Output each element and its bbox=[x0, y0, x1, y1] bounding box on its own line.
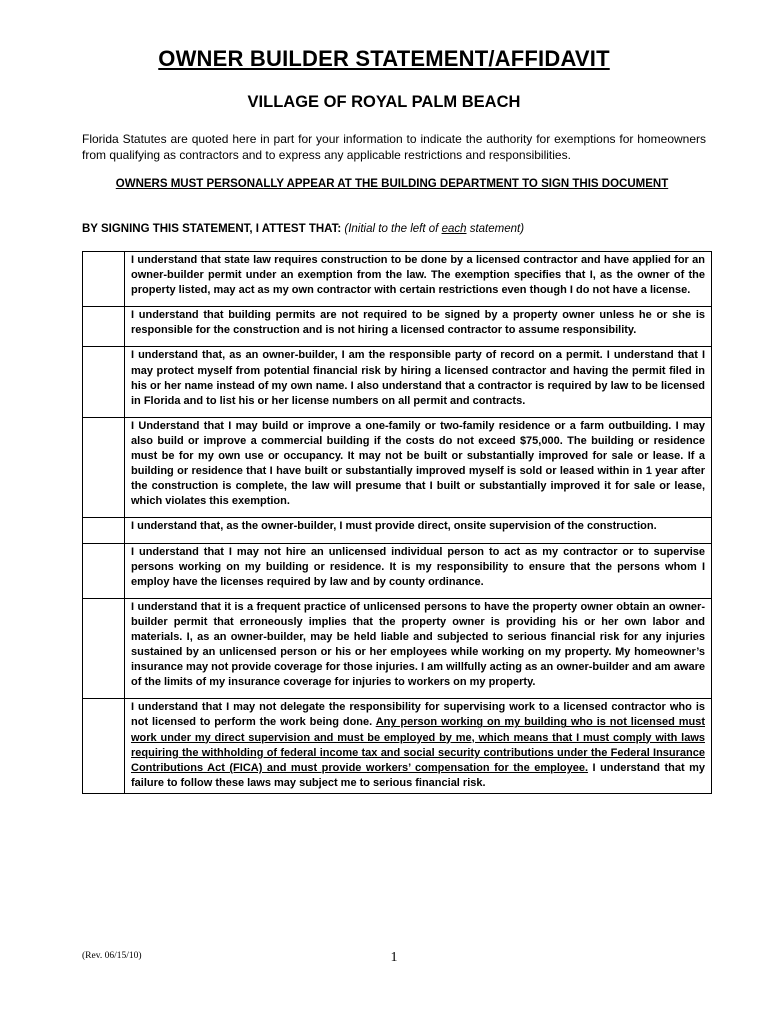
instruction-text-end: statement) bbox=[466, 223, 525, 235]
initial-box[interactable] bbox=[83, 543, 125, 598]
attestation-lead: BY SIGNING THIS STATEMENT, I ATTEST THAT: bbox=[82, 223, 342, 235]
initial-box[interactable] bbox=[83, 347, 125, 417]
statement-text-part: I understand that my failure to follow these laws may subject me to serious financial risk. bbox=[131, 761, 705, 789]
attestation-heading bbox=[82, 222, 712, 236]
initial-box[interactable] bbox=[83, 598, 125, 699]
statement-text bbox=[125, 699, 712, 794]
appearance-notice: OWNERS MUST PERSONALLY APPEAR AT THE BUILDING DEPARTMENT TO SIGN THIS DOCUMENT bbox=[115, 178, 669, 190]
page-number: 1 bbox=[390, 950, 398, 965]
attestation-instruction bbox=[344, 223, 524, 235]
statement-row bbox=[83, 518, 712, 543]
statement-row bbox=[83, 252, 712, 307]
document-subtitle: VILLAGE OF ROYAL PALM BEACH bbox=[247, 93, 521, 111]
statement-row bbox=[83, 699, 712, 794]
initial-box[interactable] bbox=[83, 699, 125, 794]
initial-box[interactable] bbox=[83, 417, 125, 518]
statement-row bbox=[83, 307, 712, 347]
initial-box[interactable] bbox=[83, 307, 125, 347]
statement-row bbox=[83, 417, 712, 518]
statement-text: I understand that state law requires construction to be done by a licensed contractor and have applied for an owner-builder permit under an exemption from the law. The exemption specifies that I, as the owner of the property listed, may act as my own contractor with certain restrictions even though I do not have a license. bbox=[125, 252, 712, 307]
statement-row bbox=[83, 598, 712, 699]
statement-row bbox=[83, 543, 712, 598]
revision-date: (Rev. 06/15/10) bbox=[82, 951, 142, 961]
statement-underlined-text: Any person working on my building who is not licensed must work under my direct supervision and must be employed by me, which means that I must comply with laws requiring the withholding of federal income tax and social security contributions under the Federal Insurance Contributions Act (FICA) and must provide workers’ compensation for the employee. bbox=[131, 716, 705, 774]
statement-text: I Understand that I may build or improve a one-family or two-family residence or a farm outbuilding. I may also build or improve a commercial building if the costs do not exceed $75,000. The building or residence must be for my own use or occupancy. It may not be built or substantially improved for sale or lease. If a building or residence that I have built or substantially improved myself is sold or leased within in 1 year after the construction is complete, the law will presume that I built or substantially improved it for sale or lease, which violates this exemption. bbox=[125, 417, 712, 518]
statement-text: I understand that it is a frequent practice of unlicensed persons to have the property owner obtain an owner-builder permit that erroneously implies that the property owner is providing his or her own labor and materials. I, as an owner-builder, may be held liable and subjected to serious financial risk for any injuries sustained by an unlicensed person or his or her employees while working on my property. My homeowner’s insurance may not provide coverage for those injuries. I am willfully acting as an owner-builder and am aware of the limits of my insurance coverage for injuries to workers on my property. bbox=[125, 598, 712, 699]
statement-text-part: I understand that I may not delegate the responsibility for supervising work to a licensed contractor who is not licensed to perform the work being done. bbox=[131, 701, 705, 729]
statement-row bbox=[83, 347, 712, 417]
statement-text: I understand that I may not hire an unlicensed individual person to act as my contractor or to supervise persons working on my building or residence. It is my responsibility to ensure that the persons whom I employ have the licenses required by law and by county ordinance. bbox=[125, 543, 712, 598]
statement-text: I understand that, as an owner-builder, I am the responsible party of record on a permit. I understand that I may protect myself from potential financial risk by hiring a licensed contractor and having the permit filed in his or her name instead of my own name. I also understand that a contractor is required by law to be licensed in Florida and to list his or her license numbers on all permit and contracts. bbox=[125, 347, 712, 417]
statement-text: I understand that, as the owner-builder, I must provide direct, onsite supervision of the construction. bbox=[125, 518, 712, 543]
instruction-emphasis: each bbox=[441, 223, 467, 235]
intro-paragraph: Florida Statutes are quoted here in part for your information to indicate the authority for exemptions for homeowners from qualifying as contractors and to express any applicable restrictions and responsibilities. bbox=[82, 132, 706, 162]
initial-box[interactable] bbox=[83, 518, 125, 543]
statement-text: I understand that building permits are not required to be signed by a property owner unless he or she is responsible for the construction and is not hiring a licensed contractor to assume responsibility. bbox=[125, 307, 712, 347]
document-title: OWNER BUILDER STATEMENT/AFFIDAVIT bbox=[158, 46, 610, 71]
statements-table bbox=[82, 251, 712, 794]
initial-box[interactable] bbox=[83, 252, 125, 307]
instruction-text: (Initial to the left of bbox=[344, 223, 442, 235]
